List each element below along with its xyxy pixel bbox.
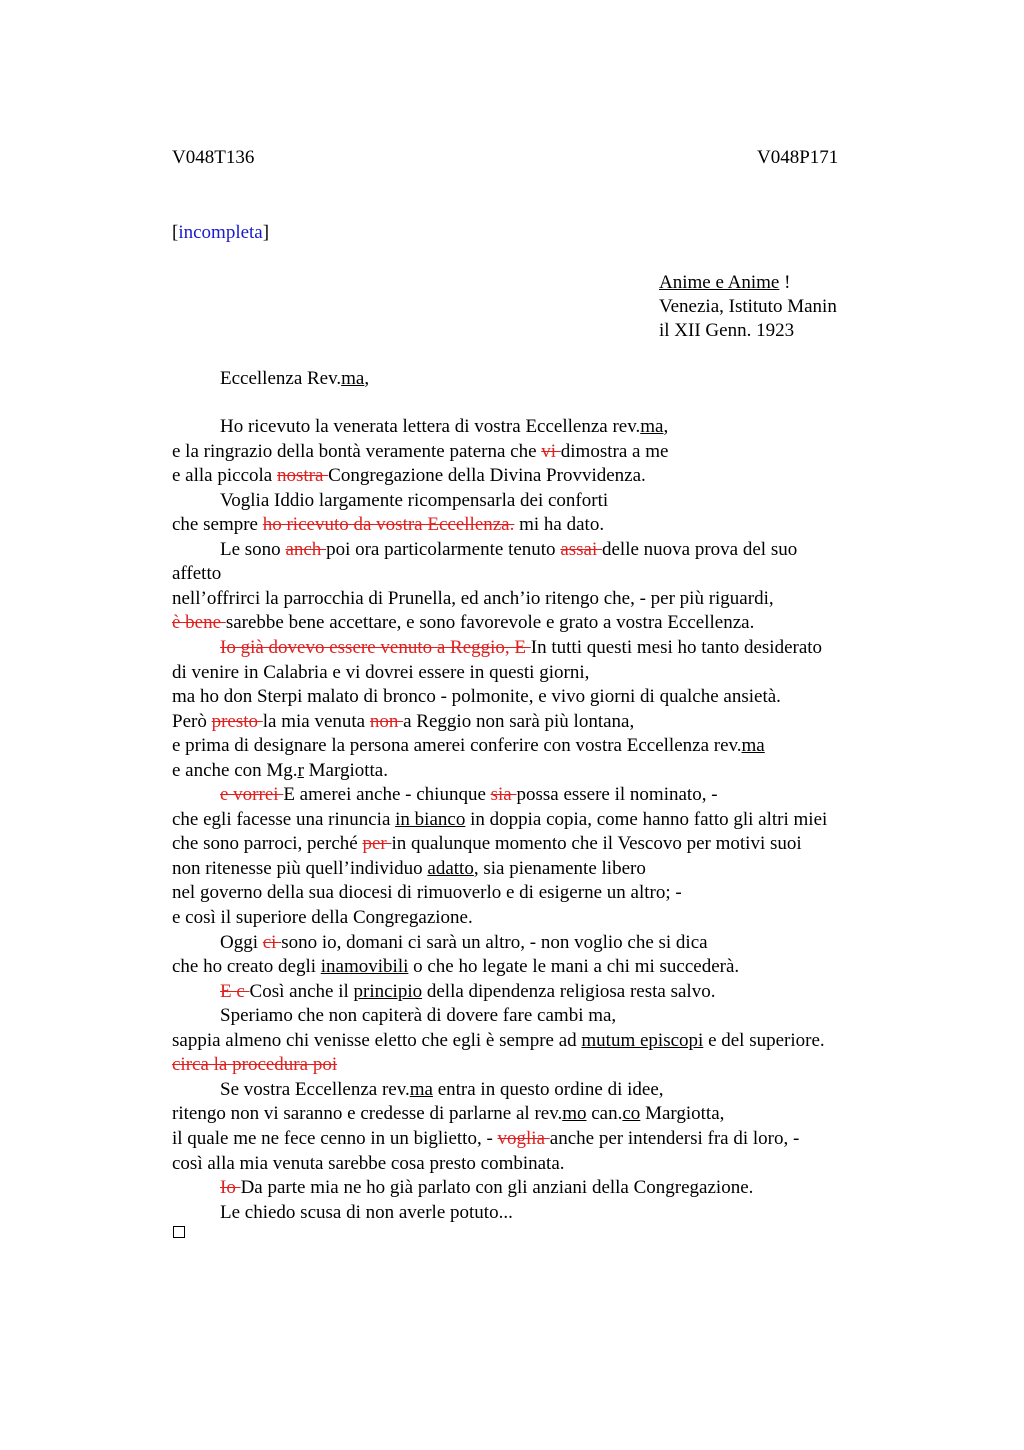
header-left-code: V048T136: [172, 147, 255, 168]
letter-line: [220, 980, 715, 1004]
letter-line: [172, 685, 781, 709]
line-text: E amerei anche - chiunque: [283, 784, 491, 806]
line-text: così alla mia venuta sarebbe cosa presto combinata.: [172, 1152, 565, 1174]
line-text: sarebbe bene accettare, e sono favorevole e grato a vostra Eccellenza.: [225, 612, 755, 634]
deleted-text: è bene: [172, 612, 226, 634]
line-text: Margiotta.: [303, 759, 388, 781]
line-text: e così il superiore della Congregazione.: [172, 907, 473, 928]
underlined-text: co: [622, 1103, 641, 1125]
status-bracket-open: [: [172, 222, 179, 243]
underlined-text: ma: [741, 735, 765, 757]
underlined-text: in bianco: [395, 808, 466, 830]
line-text: o che ho legate le mani a chi mi succederà.: [408, 956, 740, 978]
letter-line: [220, 1201, 513, 1225]
salutation-comma: ,: [364, 368, 370, 389]
line-text: In tutti questi mesi ho tanto desiderato: [530, 636, 823, 658]
letter-line: [172, 661, 589, 685]
letter-line: [220, 931, 708, 955]
line-text: affetto: [172, 563, 222, 585]
line-text: ritengo non vi saranno e credesse di parlarne al rev.: [172, 1103, 563, 1125]
line-text: dimostra a me: [560, 440, 669, 462]
underlined-text: principio: [353, 980, 423, 1002]
letter-line: [172, 710, 634, 734]
letter-line: [220, 489, 608, 513]
letter-line: [172, 587, 774, 611]
line-text: Però: [172, 710, 212, 732]
line-text: la mia venuta: [262, 710, 370, 732]
line-text: Le chiedo scusa di non averle potuto...: [220, 1201, 513, 1223]
letter-line: [172, 955, 739, 979]
salutation-text: Eccellenza Rev.: [220, 368, 342, 389]
deleted-text: Io: [220, 1177, 241, 1199]
underlined-text: ma: [409, 1078, 433, 1100]
motto: [659, 271, 837, 295]
letter-line: [172, 562, 221, 586]
deleted-text: sia: [490, 784, 517, 806]
line-text: della dipendenza religiosa resta salvo.: [422, 980, 716, 1002]
line-text: Da parte mia ne ho già parlato con gli anziani della Congregazione.: [240, 1177, 754, 1199]
letter-line: [172, 1102, 724, 1126]
line-text: , sia pienamente libero: [473, 857, 646, 879]
underlined-text: inamovibili: [320, 956, 409, 978]
deleted-text: e vorrei: [220, 784, 284, 806]
letter-line: [172, 759, 388, 783]
line-text: a Reggio non sarà più lontana,: [403, 710, 635, 732]
letter-line: [172, 440, 668, 464]
line-text: sono io, domani ci sarà un altro, - non voglio che si dica: [281, 931, 708, 953]
letter-line: [172, 1127, 799, 1151]
line-text: Se vostra Eccellenza rev.: [220, 1078, 410, 1100]
deleted-text: anch: [285, 538, 327, 560]
line-text: in qualunque momento che il Vescovo per motivi suoi: [391, 833, 802, 855]
line-text: Speriamo che non capiterà di dovere fare cambi ma,: [220, 1005, 617, 1027]
letter-line: [172, 734, 765, 758]
line-text: Congregazione della Divina Provvidenza.: [328, 465, 646, 487]
underlined-text: mo: [562, 1103, 587, 1125]
motto-rest: !: [779, 272, 791, 293]
letter-line: [220, 415, 668, 439]
deleted-text: per: [362, 833, 392, 855]
underlined-text: mutum episcopi: [581, 1029, 704, 1051]
line-text: nell’offrirci la parrocchia di Prunella, ed anch’io ritengo che, - per più riguardi,: [172, 587, 774, 609]
letter-line: [172, 1053, 337, 1077]
deleted-text: circa la procedura poi: [172, 1054, 338, 1076]
line-text: entra in questo ordine di idee,: [432, 1078, 664, 1100]
line-text: poi ora particolarmente tenuto: [326, 538, 561, 560]
salutation-superscript: ma: [341, 368, 365, 389]
letter-line: [172, 1152, 565, 1176]
line-text: in doppia copia, come hanno fatto gli altri miei: [465, 808, 828, 830]
deleted-text: voglia: [497, 1127, 550, 1149]
status-word: incompleta: [178, 222, 263, 243]
letter-line: [220, 636, 822, 660]
line-text: e prima di designare la persona amerei conferire con vostra Eccellenza rev.: [172, 735, 742, 757]
line-text: Margiotta,: [640, 1103, 725, 1125]
line-text: sappia almeno chi venisse eletto che egli è sempre ad: [172, 1029, 582, 1051]
deleted-text: assai: [560, 538, 602, 560]
deleted-text: presto: [211, 710, 263, 732]
letter-line: [172, 464, 646, 488]
line-text: di venire in Calabria e vi dovrei essere in questi giorni,: [172, 661, 590, 683]
deleted-text: E c: [220, 980, 250, 1002]
line-text: non ritenesse più quell’individuo: [172, 857, 428, 879]
salutation: [220, 368, 369, 390]
letter-line: [172, 857, 646, 881]
line-text: e del superiore.: [703, 1029, 825, 1051]
underlined-text: r: [297, 759, 304, 781]
letter-line: [172, 513, 604, 537]
status-note: [172, 222, 269, 244]
underlined-text: ma: [640, 416, 664, 437]
line-text: Oggi: [220, 931, 263, 953]
line-text: che egli facesse una rinuncia: [172, 808, 396, 830]
line-text: Voglia Iddio largamente ricompensarla dei conforti: [220, 489, 609, 511]
header-right-code: V048P171: [757, 147, 839, 168]
letter-line: [172, 611, 754, 635]
line-text: e alla piccola: [172, 465, 277, 487]
deleted-text: ci: [262, 931, 282, 953]
deleted-text: non: [369, 710, 404, 732]
letter-line: [172, 906, 473, 930]
line-text: nel governo della sua diocesi di rimuoverlo e di esigerne un altro; -: [172, 882, 682, 904]
deleted-text: nostra: [276, 465, 329, 487]
line-text: mi ha dato.: [514, 514, 605, 536]
line-text: che sempre: [172, 514, 263, 536]
end-box-icon: [173, 1226, 185, 1238]
place: Venezia, Istituto Manin: [659, 296, 837, 317]
line-text: e la ringrazio della bontà veramente paterna che: [172, 440, 542, 462]
letter-line: [172, 832, 802, 856]
letter-line: [220, 783, 718, 807]
letter-line: [172, 1029, 825, 1053]
letter-line: [172, 881, 682, 905]
letter-line: [220, 1176, 753, 1200]
deleted-text: ho ricevuto da vostra Eccellenza.: [262, 514, 515, 536]
deleted-text: vi: [541, 440, 561, 462]
line-text: che sono parroci, perché: [172, 833, 363, 855]
letter-line: [220, 1004, 616, 1028]
line-text: Ho ricevuto la venerata lettera di vostra Eccellenza rev.: [220, 416, 641, 437]
underlined-text: adatto: [427, 857, 474, 879]
line-text: ma ho don Sterpi malato di bronco - polmonite, e vivo giorni di qualche ansietà.: [172, 686, 781, 708]
line-text: can.: [586, 1103, 623, 1125]
line-text: delle nuova prova del suo: [602, 538, 798, 560]
place-date-block: [659, 271, 837, 343]
date: il XII Genn. 1923: [659, 320, 795, 341]
line-text: possa essere il nominato, -: [516, 784, 718, 806]
status-bracket-close: ]: [262, 222, 270, 243]
line-text: ,: [663, 416, 669, 437]
line-text: e anche con Mg.: [172, 759, 298, 781]
line-text: Le sono: [220, 538, 286, 560]
letter-line: [172, 808, 827, 832]
line-text: Così anche il: [249, 980, 354, 1002]
line-text: il quale me ne fece cenno in un biglietto, -: [172, 1127, 498, 1149]
line-text: che ho creato degli: [172, 956, 321, 978]
letter-line: [220, 538, 797, 562]
letter-line: [220, 1078, 664, 1102]
motto-underlined: Anime e Anime: [659, 272, 780, 293]
line-text: anche per intendersi fra di loro, -: [549, 1127, 800, 1149]
deleted-text: Io già dovevo essere venuto a Reggio, E: [220, 636, 531, 658]
